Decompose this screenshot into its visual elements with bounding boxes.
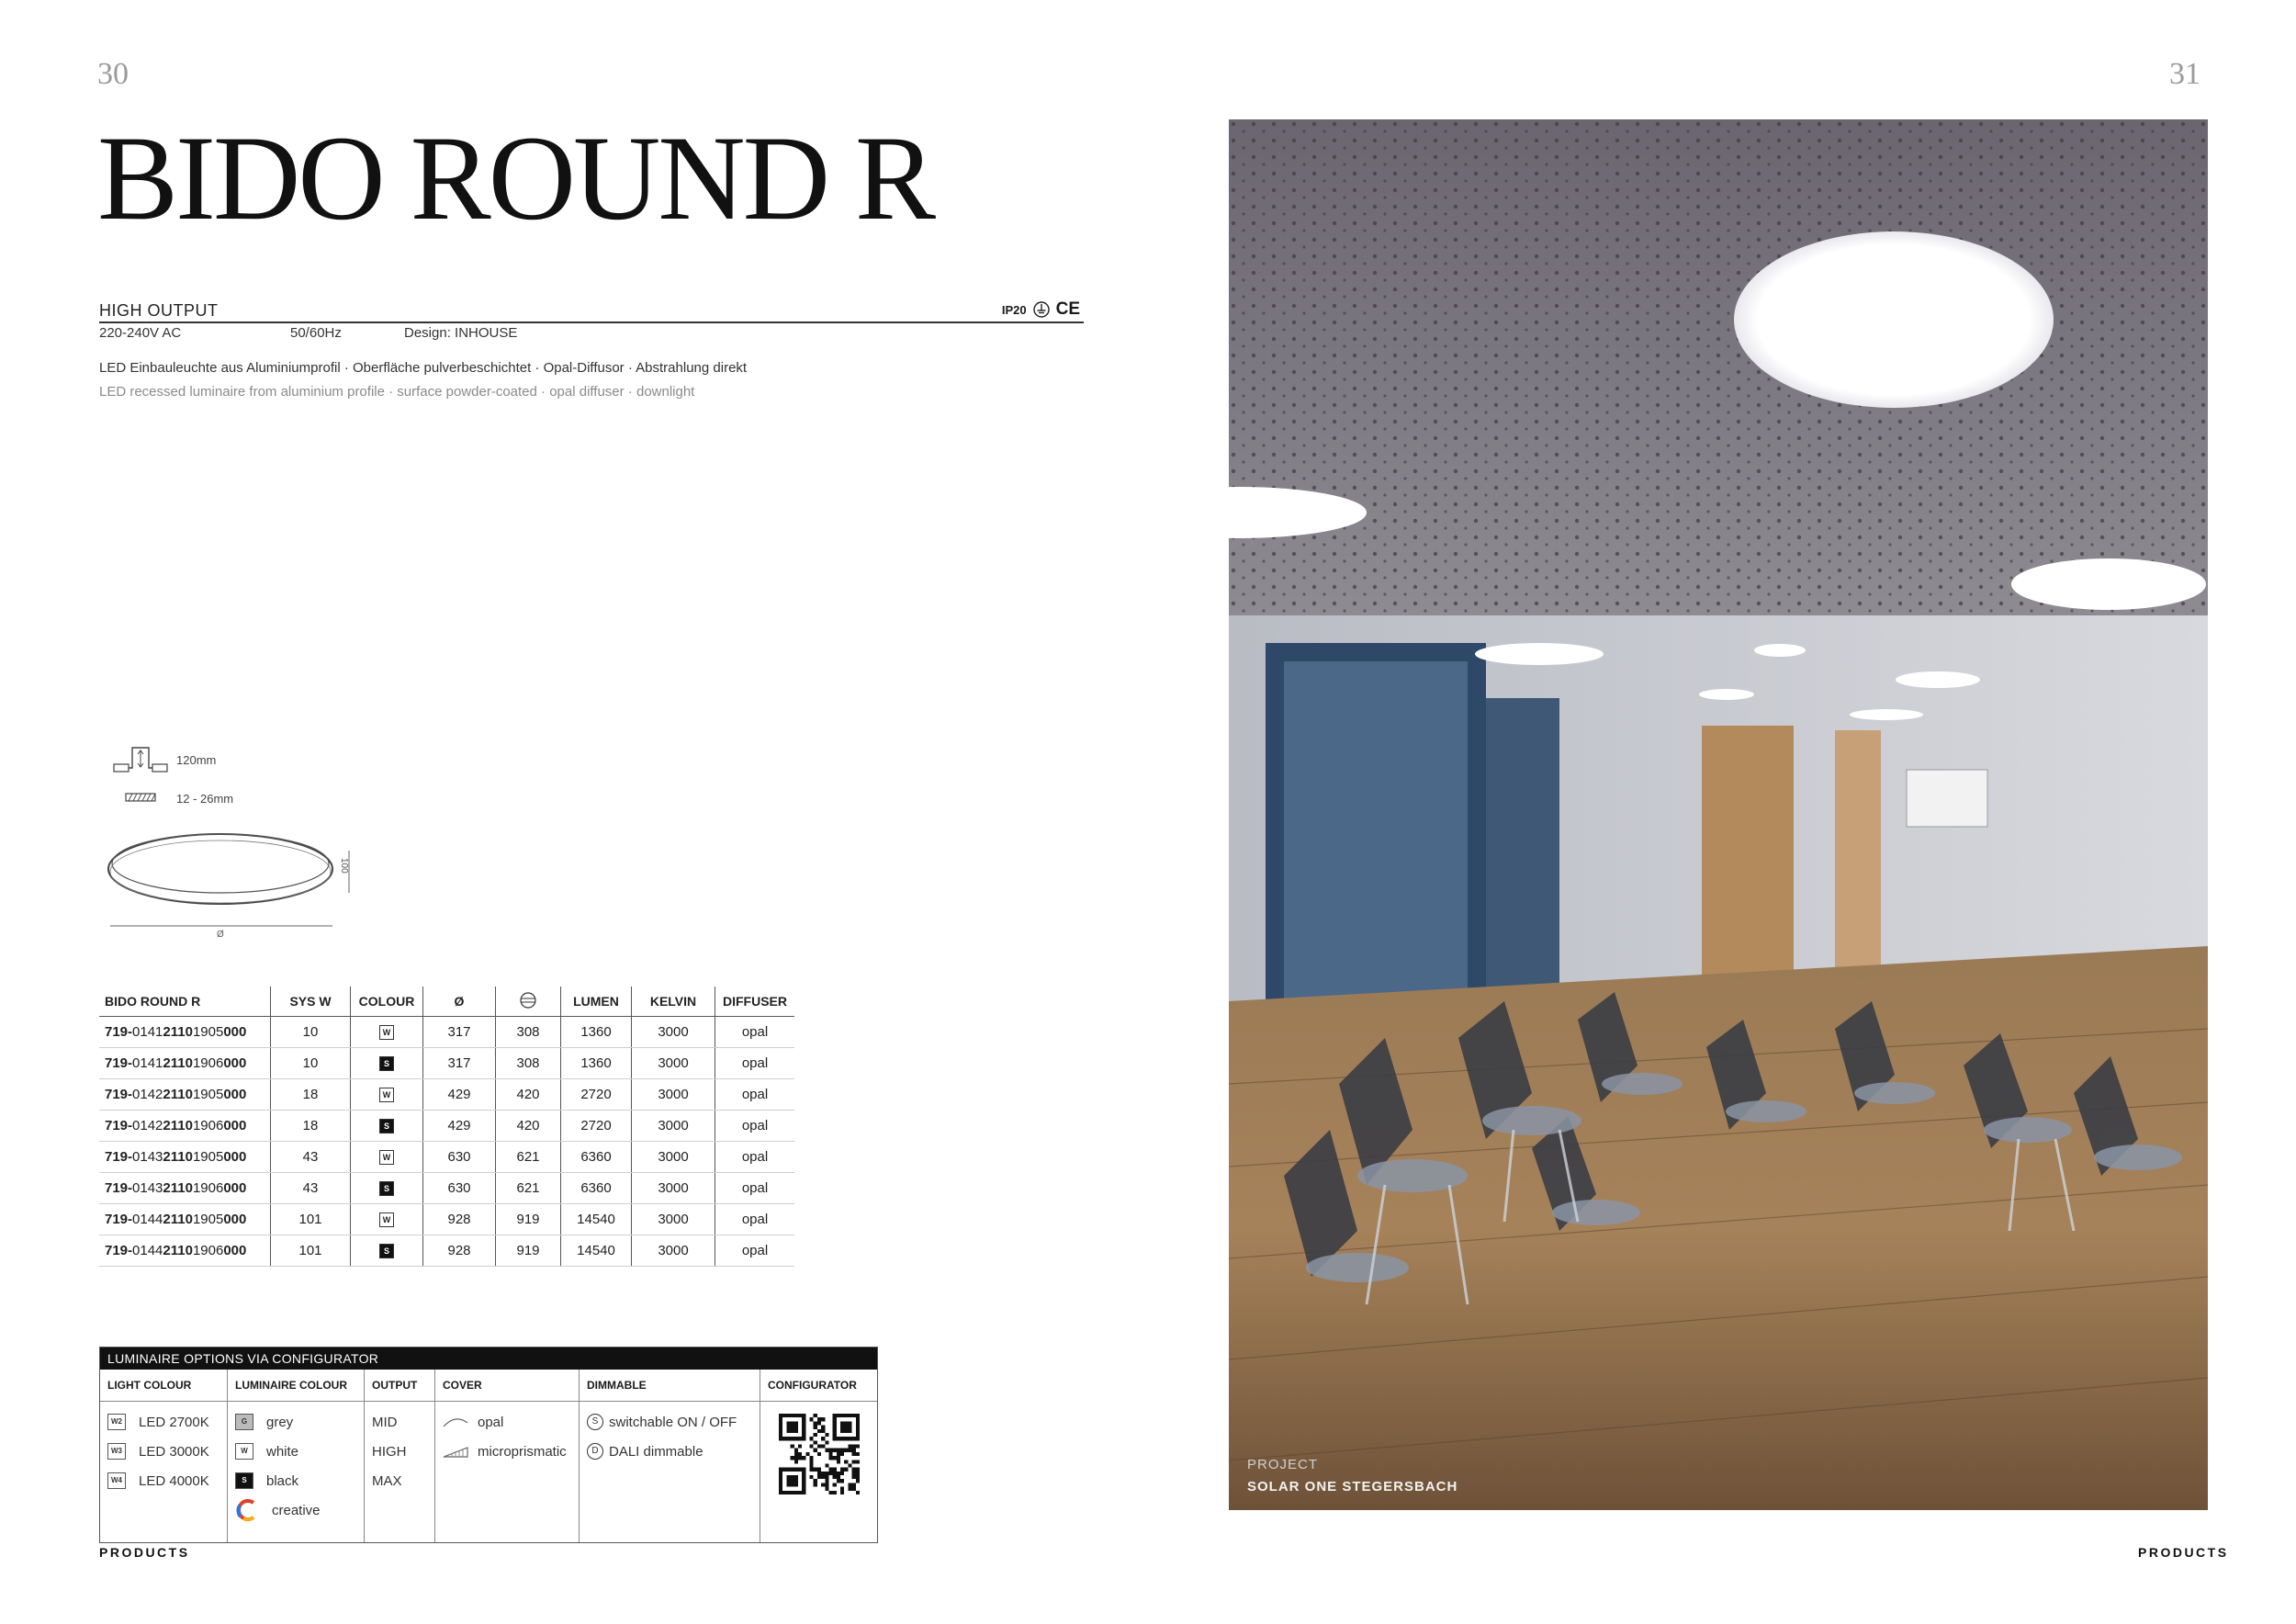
colour-swatch-icon: W [379, 1150, 394, 1165]
diffuser: opal [715, 1173, 795, 1204]
product-row [99, 1017, 794, 1048]
luminaire-colour-option [235, 1407, 364, 1437]
kelvin: 3000 [632, 1204, 715, 1235]
grey-swatch-icon: G [235, 1414, 253, 1430]
cutout: 919 [496, 1235, 561, 1267]
lumen: 14540 [561, 1235, 632, 1267]
photo-caption-label: PROJECT [1247, 1457, 1319, 1472]
black-swatch-icon: S [235, 1472, 253, 1489]
frequency: 50/60Hz [290, 325, 342, 341]
header-cutout [496, 987, 561, 1017]
protection-class-icon [1032, 300, 1051, 319]
opal-cover-icon [443, 1415, 468, 1428]
diffuser: opal [715, 1079, 795, 1111]
design-credit: Design: INHOUSE [404, 325, 518, 341]
dali-icon: D [587, 1443, 603, 1460]
article-number: 719-014121101906000 [99, 1048, 271, 1079]
diameter: 928 [423, 1235, 496, 1267]
product-table-header [99, 987, 794, 1017]
luminaire-colour-label: grey [266, 1414, 294, 1430]
cutout: 420 [496, 1111, 561, 1142]
project-photo [1229, 119, 2208, 1510]
diameter: 317 [423, 1048, 496, 1079]
lumen: 2720 [561, 1111, 632, 1142]
diffuser: opal [715, 1235, 795, 1267]
voltage: 220-240V AC [99, 325, 182, 341]
qr-code-icon[interactable] [779, 1414, 860, 1494]
luminaire-colour-option [235, 1466, 364, 1495]
cutout: 621 [496, 1173, 561, 1204]
description-english: LED recessed luminaire from aluminium profile · surface powder-coated · opal diffuser · downlight [99, 384, 695, 400]
ceiling-thickness-icon [125, 792, 156, 803]
cover-label: microprismatic [478, 1443, 567, 1460]
article-number: 719-014421101906000 [99, 1235, 271, 1267]
cutout: 420 [496, 1079, 561, 1111]
page-number-right: 31 [2169, 57, 2200, 91]
colour-cell [351, 1017, 423, 1048]
colour-cell [351, 1111, 423, 1142]
cutout: 308 [496, 1017, 561, 1048]
diffuser: opal [715, 1204, 795, 1235]
colour-cell [351, 1048, 423, 1079]
system-watt: 43 [271, 1142, 351, 1173]
diameter: 630 [423, 1142, 496, 1173]
dimmable-option [587, 1407, 760, 1437]
header-colour: COLOUR [351, 987, 423, 1017]
diameter: 630 [423, 1173, 496, 1204]
cutout-icon [519, 991, 537, 1009]
header-lumen: LUMEN [561, 987, 632, 1017]
ip-rating: IP20 [1001, 302, 1027, 317]
kelvin: 3000 [632, 1079, 715, 1111]
conference-room-image [1229, 119, 2208, 1510]
product-table [99, 987, 794, 1267]
header-diameter: Ø [423, 987, 496, 1017]
diffuser: opal [715, 1048, 795, 1079]
cover-option [443, 1437, 579, 1466]
cover-option [443, 1407, 579, 1437]
lumen: 6360 [561, 1173, 632, 1204]
configurator-title: LUMINAIRE OPTIONS VIA CONFIGURATOR [100, 1348, 877, 1370]
kelvin: 3000 [632, 1017, 715, 1048]
article-number: 719-014121101905000 [99, 1017, 271, 1048]
light-colour-label: LED 2700K [139, 1414, 209, 1430]
system-watt: 10 [271, 1017, 351, 1048]
dimmable-label: switchable ON / OFF [609, 1414, 737, 1430]
article-number: 719-014221101906000 [99, 1111, 271, 1142]
luminaire-colour-option [235, 1437, 364, 1466]
certification-marks [1002, 299, 1080, 320]
dimmable-option [587, 1437, 760, 1466]
footer-left: PRODUCTS [99, 1545, 190, 1560]
colour-swatch-icon: S [379, 1119, 394, 1133]
diffuser: opal [715, 1017, 795, 1048]
configurator-column [760, 1370, 877, 1542]
colour-cell [351, 1079, 423, 1111]
lumen: 1360 [561, 1048, 632, 1079]
w4-badge-icon: W4 [107, 1472, 126, 1489]
luminaire-colour-label: black [266, 1472, 299, 1489]
cutout: 919 [496, 1204, 561, 1235]
light-colour-option [107, 1437, 227, 1466]
luminaire-dimension-drawing [103, 823, 369, 942]
cutout: 308 [496, 1048, 561, 1079]
category-label: HIGH OUTPUT [99, 301, 219, 320]
output-option: MID [372, 1414, 398, 1430]
footer-right: PRODUCTS [2138, 1545, 2229, 1560]
product-table-body [99, 1017, 794, 1267]
system-watt: 18 [271, 1111, 351, 1142]
product-row [99, 1235, 794, 1267]
light-colour-label: LED 3000K [139, 1443, 209, 1460]
product-row [99, 1142, 794, 1173]
light-colour-header: LIGHT COLOUR [100, 1370, 227, 1402]
lumen: 6360 [561, 1142, 632, 1173]
diameter-dimension-label: Ø [217, 930, 224, 940]
dimmable-label: DALI dimmable [609, 1443, 703, 1460]
lumen: 1360 [561, 1017, 632, 1048]
spec-header [99, 299, 1084, 323]
light-colour-label: LED 4000K [139, 1472, 209, 1489]
kelvin: 3000 [632, 1173, 715, 1204]
system-watt: 18 [271, 1079, 351, 1111]
microprismatic-cover-icon [443, 1445, 468, 1458]
header-sys-w: SYS W [271, 987, 351, 1017]
dimmable-header: DIMMABLE [580, 1370, 760, 1402]
output-option: MAX [372, 1472, 402, 1489]
product-row [99, 1204, 794, 1235]
recess-depth-value: 120mm [176, 753, 217, 767]
header-kelvin: KELVIN [632, 987, 715, 1017]
product-row [99, 1111, 794, 1142]
light-colour-option [107, 1407, 227, 1437]
system-watt: 101 [271, 1204, 351, 1235]
kelvin: 3000 [632, 1235, 715, 1267]
diameter: 429 [423, 1079, 496, 1111]
article-number: 719-014321101905000 [99, 1142, 271, 1173]
light-colour-option [107, 1466, 227, 1495]
cover-label: opal [478, 1414, 504, 1430]
colour-cell [351, 1235, 423, 1267]
article-number: 719-014321101906000 [99, 1173, 271, 1204]
photo-caption-title: SOLAR ONE STEGERSBACH [1247, 1479, 1458, 1494]
white-swatch-icon: W [235, 1443, 253, 1460]
cutout: 621 [496, 1142, 561, 1173]
header-product: BIDO ROUND R [99, 987, 271, 1017]
diameter: 928 [423, 1204, 496, 1235]
w2-badge-icon: W2 [107, 1414, 126, 1430]
cover-column [435, 1370, 580, 1542]
product-row [99, 1079, 794, 1111]
configurator-header: CONFIGURATOR [760, 1370, 877, 1402]
luminaire-colour-label: white [266, 1443, 299, 1460]
ce-mark: CE [1055, 299, 1080, 319]
system-watt: 10 [271, 1048, 351, 1079]
colour-cell [351, 1173, 423, 1204]
colour-swatch-icon: W [379, 1212, 394, 1227]
header-diffuser: DIFFUSER [715, 987, 795, 1017]
colour-swatch-icon: S [379, 1244, 394, 1258]
description-german: LED Einbauleuchte aus Aluminiumprofil · Oberfläche pulverbeschichtet · Opal-Diffusor · Abstrahlung direkt [99, 360, 748, 376]
diffuser: opal [715, 1142, 795, 1173]
lumen: 14540 [561, 1204, 632, 1235]
creative-colour-icon [235, 1498, 259, 1522]
configurator-options [99, 1347, 878, 1543]
colour-swatch-icon: S [379, 1181, 394, 1196]
cover-header: COVER [435, 1370, 579, 1402]
luminaire-colour-option [235, 1495, 364, 1525]
output-option: HIGH [372, 1443, 407, 1460]
kelvin: 3000 [632, 1111, 715, 1142]
diameter: 429 [423, 1111, 496, 1142]
luminaire-colour-column [228, 1370, 365, 1542]
colour-swatch-icon: W [379, 1025, 394, 1040]
w3-badge-icon: W3 [107, 1443, 126, 1460]
colour-swatch-icon: S [379, 1056, 394, 1071]
dimmable-column [580, 1370, 760, 1542]
product-row [99, 1173, 794, 1204]
product-title: BIDO ROUND R [97, 110, 934, 245]
product-row [99, 1048, 794, 1079]
output-column [365, 1370, 435, 1542]
luminaire-colour-header: LUMINAIRE COLOUR [228, 1370, 364, 1402]
article-number: 719-014221101905000 [99, 1079, 271, 1111]
ceiling-thickness-value: 12 - 26mm [176, 792, 234, 806]
diameter: 317 [423, 1017, 496, 1048]
switchable-icon: S [587, 1414, 603, 1430]
kelvin: 3000 [632, 1142, 715, 1173]
kelvin: 3000 [632, 1048, 715, 1079]
recess-depth-icon [112, 744, 169, 775]
system-watt: 101 [271, 1235, 351, 1267]
colour-cell [351, 1142, 423, 1173]
output-header: OUTPUT [365, 1370, 434, 1402]
colour-swatch-icon: W [379, 1088, 394, 1102]
height-dimension-label: 100 [339, 858, 349, 874]
lumen: 2720 [561, 1079, 632, 1111]
diffuser: opal [715, 1111, 795, 1142]
light-colour-column [100, 1370, 228, 1542]
article-number: 719-014421101905000 [99, 1204, 271, 1235]
page-number-left: 30 [97, 57, 129, 91]
system-watt: 43 [271, 1173, 351, 1204]
luminaire-colour-label: creative [272, 1502, 321, 1518]
colour-cell [351, 1204, 423, 1235]
